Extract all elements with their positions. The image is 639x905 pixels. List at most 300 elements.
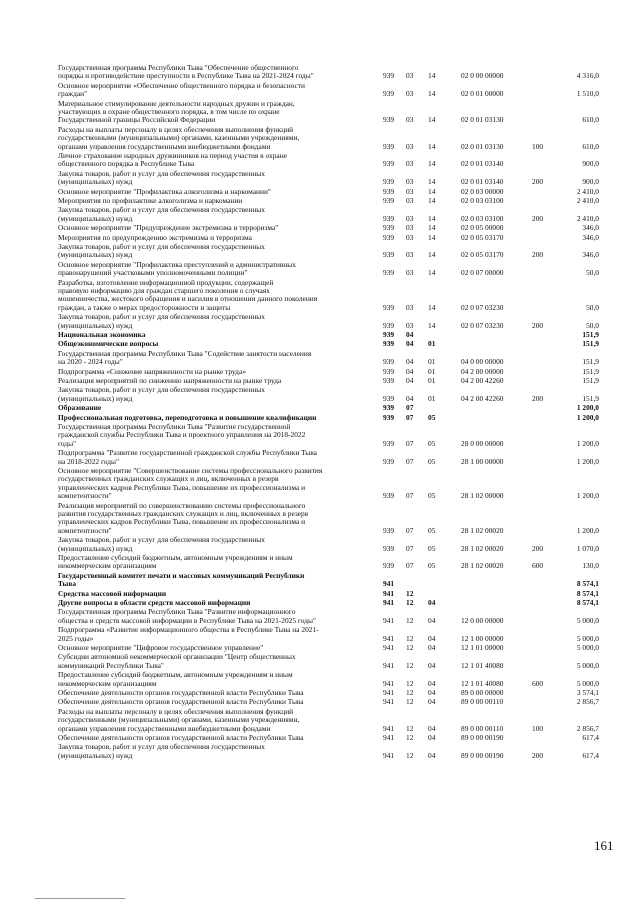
section-code: 03 — [406, 302, 414, 312]
ved-code: 939 — [383, 393, 395, 403]
amount: 151,9 — [582, 330, 599, 339]
subsection-code: 04 — [428, 615, 436, 625]
row-name — [58, 467, 363, 501]
row-name-line: Основное мероприятие "Предупреждение экстремизма и терроризма" — [58, 224, 279, 233]
table-row — [0, 626, 639, 643]
target-article-code: 04 2 00 00000 — [461, 366, 504, 376]
table-row — [0, 572, 639, 589]
target-article-code: 02 0 05 03170 — [461, 250, 504, 260]
row-name-line: Основное мероприятие "Профилактика алкоголизма и наркомании" — [58, 187, 271, 196]
subsection-code: 04 — [428, 688, 436, 697]
target-article-code: 28 1 02 00000 — [461, 491, 504, 501]
section-code: 04 — [406, 357, 414, 367]
amount: 151,9 — [582, 357, 599, 367]
row-name-line: Основное мероприятие «Обеспечение общественного порядка и безопасности — [58, 81, 305, 90]
section-code: 12 — [406, 723, 414, 733]
target-article-code: 02 0 07 03230 — [461, 320, 504, 330]
row-name — [58, 126, 363, 151]
ved-code: 939 — [383, 357, 395, 367]
ved-code: 941 — [383, 615, 395, 625]
amount: 1 200,0 — [576, 456, 599, 466]
section-code: 03 — [406, 186, 414, 196]
target-article-code: 89 0 00 00110 — [461, 723, 504, 733]
row-name-line: Государственной границы Российской Федерации — [58, 116, 216, 125]
expense-type-code: 100 — [532, 141, 544, 151]
row-name — [58, 234, 363, 242]
expense-type-code: 600 — [532, 678, 544, 688]
ved-code: 939 — [383, 141, 395, 151]
row-name-line: Реализация мероприятий по снижению напряженности на рынке труда — [58, 377, 282, 385]
section-code: 07 — [406, 491, 414, 501]
ved-code: 939 — [383, 186, 395, 196]
table-row — [0, 404, 639, 412]
subsection-code: 14 — [428, 223, 436, 233]
ved-code: 941 — [383, 688, 395, 697]
subsection-code: 04 — [428, 697, 436, 707]
table-row — [0, 368, 639, 376]
row-name-line: участвующих в охране общественного порядка, в том числе по охране — [58, 108, 280, 116]
section-code: 07 — [406, 525, 414, 535]
row-name-line: Закупка товаров, работ и услуг для обеспечения государственных — [58, 386, 265, 395]
amount: 5 000,0 — [576, 643, 599, 652]
section-code: 07 — [406, 561, 414, 571]
section-code: 12 — [406, 643, 414, 652]
row-name — [58, 708, 363, 733]
row-name-line: (муниципальных) нужд — [58, 751, 133, 760]
row-name — [58, 743, 363, 760]
target-article-code: 02 0 01 03130 — [461, 115, 504, 125]
row-name-line: управленческих кадров Республики Тыва, повышение их профессионализма и — [58, 483, 306, 492]
target-article-code: 12 1 01 40080 — [461, 678, 504, 688]
row-name-line: Профессиональная подготовка, переподготовка и повышение квалификации — [58, 413, 317, 422]
subsection-code: 14 — [428, 89, 436, 99]
row-name-line: государственными (муниципальными) органами, казенными учреждениями, — [58, 716, 300, 725]
section-code: 03 — [406, 71, 414, 81]
row-name — [58, 170, 363, 187]
row-name — [58, 224, 363, 232]
row-name-line: некоммерческим организациям — [58, 679, 157, 688]
row-name — [58, 340, 363, 348]
row-name — [58, 197, 363, 205]
target-article-code: 89 0 00 00190 — [461, 750, 504, 760]
target-article-code: 89 0 00 00190 — [461, 733, 504, 742]
target-article-code: 02 0 03 03100 — [461, 196, 504, 205]
row-name-line: Закупка товаров, работ и услуг для обеспечения государственных — [58, 743, 265, 752]
target-article-code: 12 1 00 00000 — [461, 633, 504, 643]
table-row — [0, 644, 639, 652]
target-article-code: 28 1 02 00020 — [461, 525, 504, 535]
row-name-line: государственных гражданских служащих и лиц, включенных в резерв — [58, 475, 279, 484]
row-name-line: некоммерческим организациям — [58, 562, 157, 571]
row-name-line: Материальное стимулирование деятельности народных дружин и граждан, — [58, 99, 295, 108]
target-article-code: 02 0 07 03230 — [461, 302, 504, 312]
table-row — [0, 423, 639, 448]
table-row — [0, 243, 639, 260]
amount: 2 856,7 — [576, 723, 599, 733]
row-name-line: правонарушений участковыми уполномоченными полиции" — [58, 269, 248, 278]
row-name-line: управленческих кадров Республики Тыва, повышение их профессионализма и — [58, 518, 306, 527]
subsection-code: 14 — [428, 213, 436, 223]
row-name-line: общественного порядка в Республике Тыва — [58, 160, 195, 169]
row-name-line: на 2020 - 2024 годы" — [58, 358, 123, 367]
subsection-code: 14 — [428, 141, 436, 151]
row-name-line: Подпрограмма "Развитие государственной гражданской службы Республики Тыва — [58, 449, 317, 458]
row-name-line: Разработка, изготовление информационной продукции, содержащей — [58, 278, 274, 287]
table-row — [0, 197, 639, 205]
section-code: 03 — [406, 159, 414, 169]
table-row — [0, 386, 639, 403]
subsection-code: 14 — [428, 186, 436, 196]
amount: 151,9 — [582, 366, 599, 376]
target-article-code: 12 1 01 40080 — [461, 660, 504, 670]
subsection-code: 14 — [428, 250, 436, 260]
amount: 1 200,0 — [576, 412, 599, 422]
row-name-line: Государственный комитет печати и массовых коммуникаций Республики — [58, 571, 305, 580]
row-name-line: Другие вопросы в области средств массовой информации — [58, 599, 251, 607]
row-name-line: на 2018-2022 годы" — [58, 457, 120, 466]
row-name — [58, 261, 363, 278]
row-name — [58, 689, 363, 697]
target-article-code: 12 1 01 00000 — [461, 643, 504, 652]
ved-code: 939 — [383, 232, 395, 242]
table-row — [0, 100, 639, 125]
row-name — [58, 313, 363, 330]
target-article-code: 28 1 00 00000 — [461, 456, 504, 466]
target-article-code: 04 0 00 00000 — [461, 357, 504, 367]
amount: 151,9 — [582, 393, 599, 403]
row-name-line: Обеспечение деятельности органов государственной власти Республики Тыва — [58, 734, 304, 742]
table-row — [0, 698, 639, 706]
ved-code: 941 — [383, 598, 395, 607]
section-code: 12 — [406, 750, 414, 760]
section-code: 12 — [406, 678, 414, 688]
subsection-code: 05 — [428, 456, 436, 466]
section-code: 04 — [406, 366, 414, 376]
table-row — [0, 708, 639, 733]
subsection-code: 05 — [428, 561, 436, 571]
ved-code: 941 — [383, 723, 395, 733]
section-code: 03 — [406, 213, 414, 223]
subsection-code: 14 — [428, 320, 436, 330]
amount: 1 200,0 — [576, 491, 599, 501]
section-code: 12 — [406, 615, 414, 625]
row-name-line: Мероприятия по предупреждению экстремизма и терроризма — [58, 233, 252, 242]
row-name-line: граждан" — [58, 90, 88, 99]
section-code: 03 — [406, 89, 414, 99]
row-name — [58, 423, 363, 448]
row-name-line: Основное мероприятие "Совершенствование системы профессионального развития — [58, 467, 323, 475]
row-name-line: Предоставление субсидий бюджетным, автономным учреждениям и иным — [58, 554, 293, 562]
ved-code: 939 — [383, 320, 395, 330]
expense-type-code: 200 — [532, 393, 544, 403]
amount: 610,0 — [582, 115, 599, 125]
target-article-code: 28 0 00 00000 — [461, 438, 504, 448]
row-name-line: органами управления государственными внебюджетными фондами — [58, 724, 271, 733]
ved-code: 941 — [383, 588, 395, 598]
row-name-line: (муниципальных) нужд — [58, 251, 133, 260]
row-name-line: мошенничества, жестокого обращения и насилия в отношении данного поколения — [58, 295, 318, 304]
row-name-line: (муниципальных) нужд — [58, 178, 133, 187]
amount: 2 410,0 — [576, 196, 599, 205]
row-name-line: Реализация мероприятий по совершенствованию системы профессионального — [58, 501, 306, 510]
ved-code: 939 — [383, 177, 395, 187]
amount: 2 856,7 — [576, 697, 599, 707]
row-name-line: Средства массовой информации — [58, 589, 167, 598]
row-name-line: Расходы на выплаты персоналу в целях обеспечения выполнения функций — [58, 125, 294, 134]
row-name-line: (муниципальных) нужд — [58, 321, 133, 330]
ved-code: 939 — [383, 456, 395, 466]
ved-code: 941 — [383, 733, 395, 742]
row-name — [58, 536, 363, 553]
target-article-code: 12 0 00 00000 — [461, 615, 504, 625]
expense-type-code: 200 — [532, 250, 544, 260]
section-code: 03 — [406, 141, 414, 151]
table-row — [0, 170, 639, 187]
ved-code: 941 — [383, 660, 395, 670]
amount: 900,0 — [582, 159, 599, 169]
row-name — [58, 377, 363, 385]
row-name-line: органами управления государственными внебюджетными фондами — [58, 142, 271, 151]
subsection-code: 14 — [428, 115, 436, 125]
subsection-code: 04 — [428, 643, 436, 652]
row-name-line: гражданской службы Республики Тыва и проектного управления на 2018-2022 — [58, 431, 306, 440]
target-article-code: 04 2 00 42260 — [461, 393, 504, 403]
row-name — [58, 449, 363, 466]
row-name — [58, 554, 363, 571]
section-code: 12 — [406, 733, 414, 742]
section-code: 04 — [406, 393, 414, 403]
ved-code: 939 — [383, 403, 395, 413]
section-code: 04 — [406, 330, 414, 339]
table-row — [0, 331, 639, 339]
amount: 610,0 — [582, 141, 599, 151]
target-article-code: 02 0 00 00000 — [461, 71, 504, 81]
table-row — [0, 82, 639, 99]
row-name — [58, 64, 363, 81]
target-article-code: 02 0 01 03140 — [461, 177, 504, 187]
row-name-line: 2025 годы» — [58, 634, 94, 643]
row-name-line: годы" — [58, 439, 77, 448]
expense-type-code: 100 — [532, 723, 544, 733]
table-row — [0, 350, 639, 367]
row-name-line: Расходы на выплаты персоналу в целях обеспечения выполнения функций — [58, 707, 294, 716]
section-code: 07 — [406, 438, 414, 448]
row-name-line: правовую информацию для граждан старшего поколения о случаях — [58, 287, 271, 295]
row-name-line: развития государственных гражданских служащих и лиц, включенных в резерв — [58, 510, 309, 518]
section-code: 12 — [406, 633, 414, 643]
row-name — [58, 188, 363, 196]
table-row — [0, 689, 639, 697]
amount: 50,0 — [586, 302, 599, 312]
subsection-code: 14 — [428, 232, 436, 242]
ved-code: 939 — [383, 250, 395, 260]
ved-code: 939 — [383, 438, 395, 448]
expense-type-code: 200 — [532, 213, 544, 223]
subsection-code: 04 — [428, 723, 436, 733]
ved-code: 939 — [383, 543, 395, 553]
row-name — [58, 368, 363, 376]
table-row — [0, 224, 639, 232]
table-row — [0, 414, 639, 422]
subsection-code: 05 — [428, 438, 436, 448]
subsection-code: 05 — [428, 543, 436, 553]
target-article-code: 02 0 05 00000 — [461, 223, 504, 233]
target-article-code: 02 0 03 03100 — [461, 213, 504, 223]
amount: 8 574,1 — [576, 579, 599, 589]
section-code: 12 — [406, 598, 414, 607]
subsection-code: 01 — [428, 366, 436, 376]
ved-code: 939 — [383, 268, 395, 278]
row-name-line: Личное страхование народных дружинников на период участия в охране — [58, 152, 287, 160]
ved-code: 941 — [383, 750, 395, 760]
section-code: 12 — [406, 588, 414, 598]
table-row — [0, 234, 639, 242]
row-name-line: Закупка товаров, работ и услуг для обеспечения государственных — [58, 313, 265, 322]
table-row — [0, 536, 639, 553]
row-name-line: компетентности" — [58, 526, 112, 535]
section-code: 04 — [406, 376, 414, 385]
table-row — [0, 734, 639, 742]
amount: 1 510,0 — [576, 89, 599, 99]
subsection-code: 04 — [428, 633, 436, 643]
table-row — [0, 590, 639, 598]
ved-code: 939 — [383, 412, 395, 422]
footer-rule — [35, 898, 125, 899]
expense-type-code: 200 — [532, 320, 544, 330]
amount: 50,0 — [586, 320, 599, 330]
row-name — [58, 671, 363, 688]
target-article-code: 02 0 07 00000 — [461, 268, 504, 278]
subsection-code: 14 — [428, 268, 436, 278]
table-row — [0, 152, 639, 169]
section-code: 07 — [406, 456, 414, 466]
row-name-line: компетентности" — [58, 492, 112, 501]
target-article-code: 02 0 01 03140 — [461, 159, 504, 169]
amount: 900,0 — [582, 177, 599, 187]
section-code: 03 — [406, 232, 414, 242]
section-code: 12 — [406, 697, 414, 707]
subsection-code: 04 — [428, 750, 436, 760]
row-name — [58, 100, 363, 125]
row-name — [58, 331, 363, 339]
ved-code: 939 — [383, 223, 395, 233]
row-name — [58, 386, 363, 403]
subsection-code: 14 — [428, 196, 436, 205]
row-name — [58, 279, 363, 313]
subsection-code: 04 — [428, 733, 436, 742]
row-name — [58, 206, 363, 223]
table-row — [0, 449, 639, 466]
ved-code: 939 — [383, 89, 395, 99]
row-name-line: Закупка товаров, работ и услуг для обеспечения государственных — [58, 206, 265, 215]
target-article-code: 89 0 00 00110 — [461, 697, 504, 707]
row-name — [58, 414, 363, 422]
section-code: 07 — [406, 543, 414, 553]
ved-code: 939 — [383, 376, 395, 385]
section-code: 03 — [406, 177, 414, 187]
ved-code: 939 — [383, 71, 395, 81]
section-code: 03 — [406, 223, 414, 233]
subsection-code: 14 — [428, 159, 436, 169]
row-name — [58, 572, 363, 589]
table-row — [0, 126, 639, 151]
table-row — [0, 743, 639, 760]
table-row — [0, 64, 639, 81]
section-code: 03 — [406, 250, 414, 260]
table-row — [0, 502, 639, 536]
row-name-line: Закупка товаров, работ и услуг для обеспечения государственных — [58, 536, 265, 545]
row-name-line: Тыва — [58, 580, 77, 589]
row-name-line: Основное мероприятие "Профилактика преступлений и административных — [58, 260, 296, 269]
table-row — [0, 377, 639, 385]
row-name-line: Мероприятия по профилактике алкоголизма и наркомании — [58, 197, 243, 205]
expense-type-code: 200 — [532, 750, 544, 760]
ved-code: 939 — [383, 561, 395, 571]
target-article-code: 04 2 00 42260 — [461, 376, 504, 385]
target-article-code: 28 1 02 00020 — [461, 543, 504, 553]
amount: 8 574,1 — [576, 588, 599, 598]
table-row — [0, 653, 639, 670]
row-name — [58, 152, 363, 169]
ved-code: 939 — [383, 115, 395, 125]
ved-code: 941 — [383, 697, 395, 707]
row-name — [58, 734, 363, 742]
amount: 5 000,0 — [576, 615, 599, 625]
amount: 1 200,0 — [576, 403, 599, 413]
subsection-code: 04 — [428, 598, 436, 607]
subsection-code: 05 — [428, 491, 436, 501]
subsection-code: 05 — [428, 412, 436, 422]
subsection-code: 04 — [428, 678, 436, 688]
amount: 346,0 — [582, 250, 599, 260]
table-row — [0, 608, 639, 625]
row-name — [58, 653, 363, 670]
section-code: 03 — [406, 268, 414, 278]
amount: 8 574,1 — [576, 598, 599, 607]
amount: 617,4 — [582, 733, 599, 742]
row-name — [58, 404, 363, 412]
subsection-code: 14 — [428, 177, 436, 187]
ved-code: 939 — [383, 302, 395, 312]
row-name-line: Государственная программа Республики Тыва "Обеспечение общественного — [58, 64, 299, 72]
amount: 151,9 — [582, 339, 599, 349]
section-code: 03 — [406, 320, 414, 330]
row-name-line: Государственная программа Республики Тыва "Развитие информационного — [58, 608, 296, 617]
amount: 1 200,0 — [576, 438, 599, 448]
row-name — [58, 243, 363, 260]
amount: 4 316,0 — [576, 71, 599, 81]
row-name-line: Предоставление субсидий бюджетным, автономным учреждениям и иным — [58, 671, 293, 680]
table-row — [0, 206, 639, 223]
row-name-line: Субсидии автономной некоммерческой организации "Центр общественных — [58, 653, 296, 662]
row-name-line: Национальная экономика — [58, 331, 146, 339]
ved-code: 941 — [383, 579, 395, 589]
row-name — [58, 350, 363, 367]
ved-code: 939 — [383, 196, 395, 205]
subsection-code: 01 — [428, 339, 436, 349]
amount: 130,0 — [582, 561, 599, 571]
target-article-code: 02 0 01 03130 — [461, 141, 504, 151]
amount: 5 000,0 — [576, 660, 599, 670]
amount: 3 574,1 — [576, 688, 599, 697]
table-row — [0, 599, 639, 607]
row-name — [58, 626, 363, 643]
amount: 2 410,0 — [576, 213, 599, 223]
target-article-code: 02 0 03 00000 — [461, 186, 504, 196]
table-row — [0, 279, 639, 313]
row-name-line: Подпрограмма «Снижение напряженности на рынке труда» — [58, 367, 246, 376]
section-code: 07 — [406, 412, 414, 422]
